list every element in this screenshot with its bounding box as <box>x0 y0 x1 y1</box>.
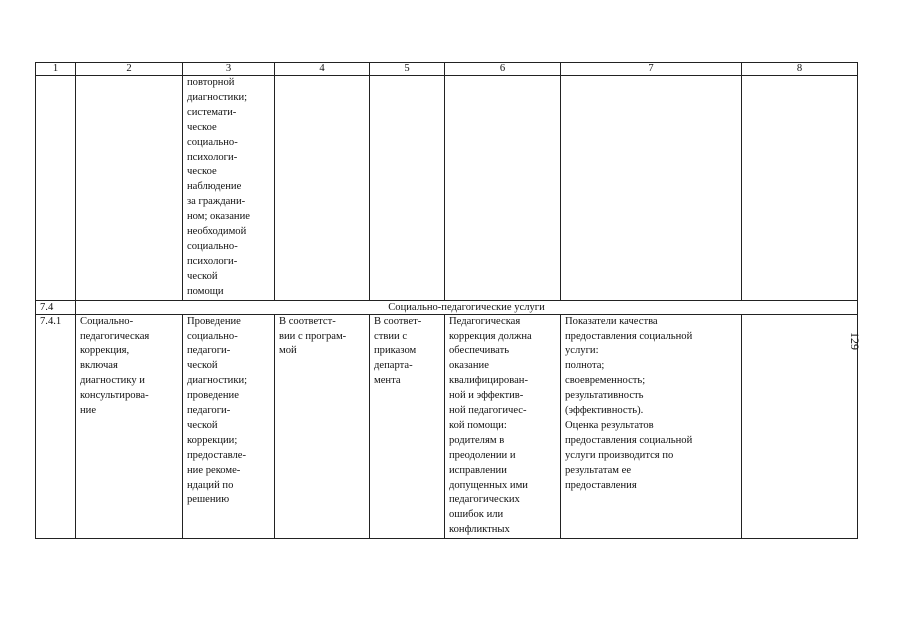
cell-text-line: коррекции; <box>187 434 238 446</box>
column-number-row <box>36 63 858 76</box>
section-number: 7.4 <box>36 300 76 314</box>
cell-text-line: обеспечивать <box>449 345 510 357</box>
table-cell <box>370 76 445 301</box>
cell-text-line: допущенных ими <box>449 479 528 491</box>
cell-text-line: 7.4.1 <box>40 315 62 327</box>
cell-text-line: услуги: <box>565 345 599 357</box>
cell-text-line: ческой <box>187 360 218 372</box>
cell-text-line: повторной <box>187 77 235 88</box>
cell-text-line: социально- <box>187 330 238 342</box>
table-cell <box>742 314 858 539</box>
table-cell <box>742 76 858 301</box>
cell-text-line: психологи- <box>187 255 238 267</box>
continued-row <box>36 76 858 301</box>
cell-text-line: ние рекоме- <box>187 464 241 476</box>
cell-text-line: приказом <box>374 345 417 357</box>
cell-text-line: своевременность; <box>565 375 646 387</box>
cell-text-line: коррекция должна <box>449 330 532 342</box>
cell-text-line: ной и эффектив- <box>449 390 524 402</box>
cell-text-line: необходимой <box>187 226 247 238</box>
cell-text-line: преодолении и <box>449 449 516 461</box>
cell-text-line: мента <box>374 375 401 387</box>
cell-text-line: педагогическая <box>80 330 150 342</box>
cell-text-line: решению <box>187 494 230 506</box>
cell-text-line: коррекция, <box>80 345 130 357</box>
cell-text-line: (эффективность). <box>565 405 644 417</box>
column-number: 2 <box>76 63 183 76</box>
table-row <box>36 314 858 539</box>
cell-text-line: социально- <box>187 136 238 148</box>
column-number: 4 <box>275 63 370 76</box>
service-content <box>183 314 275 539</box>
cell-text-line: помощи <box>187 285 224 297</box>
service-name <box>76 314 183 539</box>
cell-text-line: за граждани- <box>187 196 246 208</box>
cell-text-line: диагностики; <box>187 375 248 387</box>
cell-text-line: психологи- <box>187 151 238 163</box>
service-volume <box>275 314 370 539</box>
table-cell <box>76 76 183 301</box>
cell-text-line: Проведение <box>187 315 241 327</box>
cell-text-line: ческой <box>187 419 218 431</box>
page-number: 129 <box>848 332 862 350</box>
cell-text-line: предоставле- <box>187 449 247 461</box>
table-cell <box>183 76 275 301</box>
cell-text-line: Показатели качества <box>565 315 658 327</box>
service-timing <box>370 314 445 539</box>
cell-text-line: Социально- <box>80 315 134 327</box>
column-number: 8 <box>742 63 858 76</box>
section-row <box>36 300 858 314</box>
cell-text-line: ном; оказание <box>187 211 250 223</box>
cell-text-line: предоставления социальной <box>565 330 693 342</box>
cell-text-line: ческой <box>187 270 218 282</box>
cell-text-line: полнота; <box>565 360 605 372</box>
cell-text-line: В соответ- <box>374 315 422 327</box>
cell-text-line: ной педагогичес- <box>449 405 527 417</box>
table-cell <box>275 76 370 301</box>
table-cell <box>445 76 561 301</box>
section-title: Социально-педагогические услуги <box>76 300 858 314</box>
quality-indicators <box>561 314 742 539</box>
cell-text-line: квалифицирован- <box>449 375 528 387</box>
cell-text-line: кой помощи: <box>449 419 507 431</box>
cell-text-line: педагоги- <box>187 345 231 357</box>
service-conditions <box>445 314 561 539</box>
table-cell <box>36 76 76 301</box>
cell-text-line: наблюдение <box>187 181 242 193</box>
cell-text-line: проведение <box>187 390 239 402</box>
cell-text-line: результативность <box>565 390 644 402</box>
cell-text-line: вии с програм- <box>279 330 347 342</box>
cell-text-line: мой <box>279 345 297 357</box>
cell-text-line: исправлении <box>449 464 507 476</box>
cell-text-line: оказание <box>449 360 489 372</box>
cell-text-line: ствии с <box>374 330 408 342</box>
column-number: 5 <box>370 63 445 76</box>
cell-text-line: диагностику и <box>80 375 145 387</box>
item-number <box>36 314 76 539</box>
cell-text-line: ндаций по <box>187 479 234 491</box>
cell-text-line: системати- <box>187 106 237 118</box>
cell-text-line: включая <box>80 360 118 372</box>
cell-text-line: родителям в <box>449 434 505 446</box>
cell-text-line: ческое <box>187 121 217 133</box>
column-number: 7 <box>561 63 742 76</box>
cell-text-line: конфликтных <box>449 524 510 536</box>
cell-text-line: диагностики; <box>187 91 248 103</box>
cell-text-line: ошибок или <box>449 509 504 521</box>
cell-text-line: В соответст- <box>279 315 336 327</box>
cell-text-line: ние <box>80 405 97 417</box>
cell-text-line: предоставления социальной <box>565 434 693 446</box>
column-number: 3 <box>183 63 275 76</box>
column-number: 6 <box>445 63 561 76</box>
cell-text-line: результатам ее <box>565 464 632 476</box>
column-number: 1 <box>36 63 76 76</box>
table-cell <box>561 76 742 301</box>
cell-text-line: консультирова- <box>80 390 149 402</box>
cell-text-line: социально- <box>187 240 238 252</box>
cell-text-line: ческое <box>187 166 217 178</box>
cell-text-line: педагоги- <box>187 405 231 417</box>
cell-text-line: педагогических <box>449 494 520 506</box>
services-table <box>35 62 858 539</box>
cell-text-line: Оценка результатов <box>565 419 654 431</box>
cell-text-line: департа- <box>374 360 413 372</box>
cell-text-line: услуги производится по <box>565 449 674 461</box>
cell-text-line: Педагогическая <box>449 315 521 327</box>
cell-text-line: предоставления <box>565 479 637 491</box>
